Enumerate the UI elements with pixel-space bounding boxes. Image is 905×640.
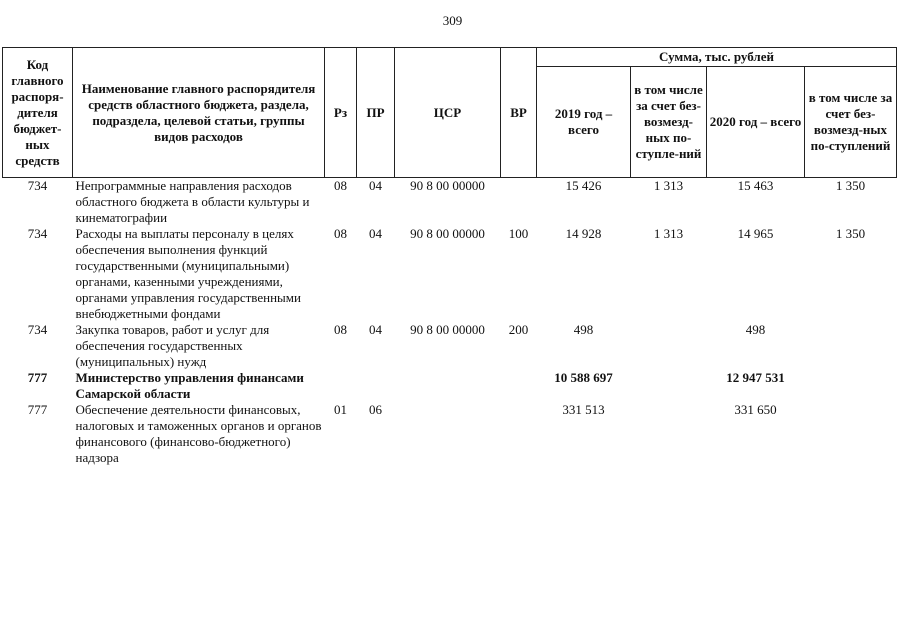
- row-rz: 08: [334, 178, 347, 193]
- row-2020-total: 12 947 531: [726, 370, 785, 385]
- budget-table: [2, 47, 897, 466]
- row-vr: 200: [508, 322, 529, 337]
- row-name: Обеспечение деятельности финансовых, налоговых и таможенных органов и органов финансового (финансово-бюджетного) надзора: [75, 402, 322, 465]
- row-code: 734: [27, 226, 48, 241]
- row-code: 777: [27, 402, 48, 417]
- table-row: [3, 178, 897, 227]
- header-name: Наименование главного распорядителя средств областного бюджета, раздела, подраздела, целевой статьи, группы видов расходов: [73, 48, 325, 178]
- row-code: 734: [27, 178, 48, 193]
- row-2019-free: 1 313: [653, 226, 684, 241]
- row-csr: 90 8 00 00000: [410, 178, 485, 193]
- row-pr: 04: [369, 178, 382, 193]
- row-csr: [395, 402, 501, 466]
- row-name: Закупка товаров, работ и услуг для обеспечения государственных (муниципальных) нужд: [75, 322, 270, 369]
- row-2019-free: [631, 322, 707, 370]
- row-2019-total: 331 513: [562, 402, 605, 417]
- table-row: [3, 226, 897, 322]
- row-rz: 08: [334, 226, 347, 241]
- row-2020-free: 1 350: [835, 178, 866, 193]
- header-csr: ЦСР: [395, 48, 501, 178]
- row-code: 734: [27, 322, 48, 337]
- header-pr: ПР: [357, 48, 395, 178]
- row-vr: [501, 402, 537, 466]
- row-name: Непрограммные направления расходов областного бюджета в области культуры и кинематографии: [75, 178, 310, 225]
- table-row: [3, 370, 897, 402]
- row-vr: 100: [508, 226, 529, 241]
- header-rz: Рз: [325, 48, 357, 178]
- row-2019-total: 14 928: [565, 226, 602, 241]
- row-pr: 04: [369, 226, 382, 241]
- row-2020-total: 498: [745, 322, 766, 337]
- row-rz: [325, 370, 357, 402]
- row-csr: 90 8 00 00000: [410, 226, 485, 241]
- header-2019-total: 2019 год – всего: [537, 67, 631, 178]
- row-rz: 08: [334, 322, 347, 337]
- row-vr: [501, 178, 537, 227]
- header-2020-total: 2020 год – всего: [707, 67, 805, 178]
- row-vr: [501, 370, 537, 402]
- table-row: [3, 402, 897, 466]
- table-body: [3, 178, 897, 467]
- header-sum-group: Сумма, тыс. рублей: [537, 48, 897, 67]
- row-2019-free: [631, 402, 707, 466]
- row-csr: [395, 370, 501, 402]
- row-name: Расходы на выплаты персоналу в целях обеспечения выполнения функций государственными (муниципальными) органами, казенными учреждениями, органами управления государственными внебюджетными фондами: [75, 226, 301, 321]
- header-vr: ВР: [501, 48, 537, 178]
- header-code: Код главного распоря-дителя бюджет-ных средств: [3, 48, 73, 178]
- row-2019-free: [631, 370, 707, 402]
- header-2020-free: в том числе за счет без-возмезд-ных по-ступлений: [805, 67, 897, 178]
- row-csr: 90 8 00 00000: [410, 322, 485, 337]
- row-pr: 06: [369, 402, 382, 417]
- row-2020-free: [805, 370, 897, 402]
- row-2020-free: [805, 402, 897, 466]
- header-2019-free: в том числе за счет без-возмезд-ных по-ступле-ний: [631, 67, 707, 178]
- page-number: 309: [442, 13, 463, 28]
- row-code: 777: [27, 370, 48, 385]
- row-pr: 04: [369, 322, 382, 337]
- row-2019-free: 1 313: [653, 178, 684, 193]
- row-2020-free: 1 350: [835, 226, 866, 241]
- row-2019-total: 15 426: [565, 178, 602, 193]
- row-2020-total: 331 650: [734, 402, 777, 417]
- header-row: [3, 48, 897, 67]
- row-2019-total: 498: [573, 322, 594, 337]
- table-row: [3, 322, 897, 370]
- row-2020-free: [805, 322, 897, 370]
- row-rz: 01: [334, 402, 347, 417]
- row-pr: [357, 370, 395, 402]
- row-2019-total: 10 588 697: [554, 370, 613, 385]
- row-name: Министерство управления финансами Самарской области: [75, 370, 304, 401]
- row-2020-total: 15 463: [737, 178, 774, 193]
- row-2020-total: 14 965: [737, 226, 774, 241]
